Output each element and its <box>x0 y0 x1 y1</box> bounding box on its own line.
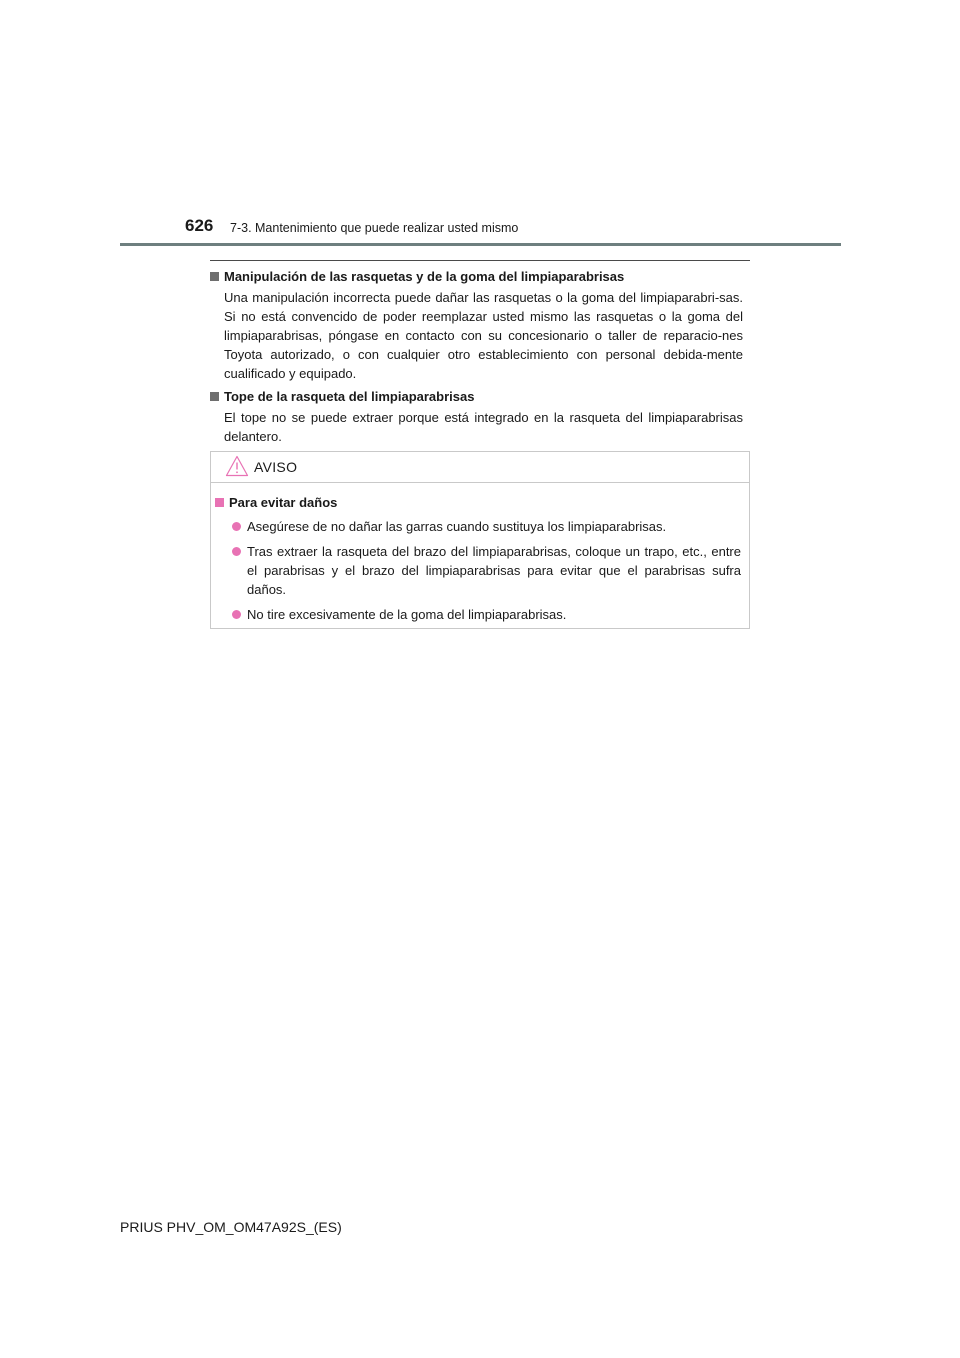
square-bullet-icon <box>210 272 219 281</box>
warning-triangle-icon <box>225 455 249 477</box>
section-heading: Manipulación de las rasquetas y de la goma del limpiaparabrisas <box>224 269 625 284</box>
section-body: Una manipulación incorrecta puede dañar las rasquetas o la goma del limpiaparabri-sas. Si no está convencido de poder reemplazar usted mismo las rasquetas o la goma del limpiaparabrisas, póngase en contacto con su concesionario o taller de reparacio-nes Toyota autorizado, o con cualquier otro establecimiento con personal debida-mente cualificado y equipado. <box>224 290 743 381</box>
content-top-rule <box>210 260 750 261</box>
bullet-dot-icon <box>232 522 241 531</box>
section-handling <box>210 268 743 383</box>
warning-title: AVISO <box>254 459 298 475</box>
warning-header <box>211 452 749 483</box>
list-item: Tras extraer la rasqueta del brazo del limpiaparabrisas, coloque un trapo, etc., entre el parabrisas y el brazo del limpiaparabrisas para evitar que el parabrisas sufra daños. <box>215 542 741 599</box>
header-rule <box>120 243 841 246</box>
bullet-dot-icon <box>232 547 241 556</box>
page-number: 626 <box>185 216 214 235</box>
square-bullet-icon <box>210 392 219 401</box>
section-stopper <box>210 388 743 446</box>
main-content <box>210 268 743 451</box>
warning-heading: Para evitar daños <box>229 495 338 510</box>
list-item: Asegúrese de no dañar las garras cuando sustituya los limpiaparabrisas. <box>215 517 741 536</box>
section-heading: Tope de la rasqueta del limpiaparabrisas <box>224 389 475 404</box>
section-body: El tope no se puede extraer porque está integrado en la rasqueta del limpiaparabrisas delantero. <box>224 410 743 444</box>
warning-box <box>210 451 750 629</box>
list-item: No tire excesivamente de la goma del limpiaparabrisas. <box>215 605 741 624</box>
warning-body <box>211 483 749 624</box>
section-header-title: 7-3. Mantenimiento que puede realizar usted mismo <box>230 221 519 235</box>
footer-doc-id: PRIUS PHV_OM_OM47A92S_(ES) <box>120 1219 342 1235</box>
bullet-dot-icon <box>232 610 241 619</box>
warning-list <box>215 517 741 624</box>
square-bullet-icon <box>215 498 224 507</box>
